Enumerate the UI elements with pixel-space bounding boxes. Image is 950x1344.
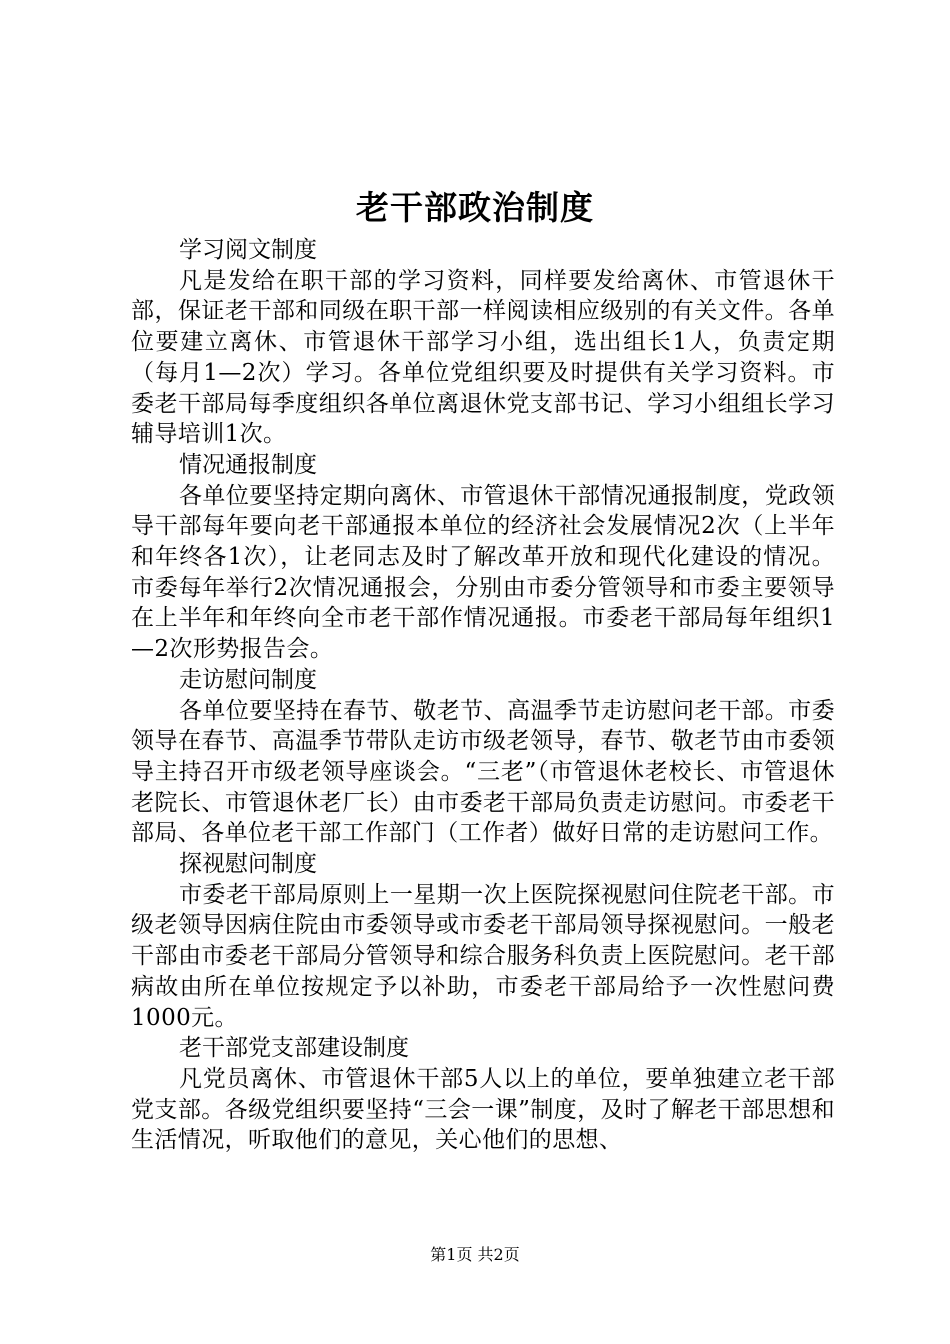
section-paragraph: 凡是发给在职干部的学习资料，同样要发给离休、市管退休干部，保证老干部和同级在职干部一样阅读相应级别的有关文件。各单位要建立离休、市管退休干部学习小组，选出组长1人，负责定期（每月1—2次）学习。各单位党组织要及时提供有关学习资料。市委老干部局每季度组织各单位离退休党支部书记、学习小组组长学习辅导培训1次。 — [131, 267, 835, 448]
document-body — [131, 235, 835, 1156]
section-paragraph: 市委老干部局原则上一星期一次上医院探视慰问住院老干部。市级老领导因病住院由市委领导或市委老干部局领导探视慰问。一般老干部由市委老干部局分管领导和综合服务科负责上医院慰问。老干部病故由所在单位按规定予以补助，市委老干部局给予一次性慰问费1000元。 — [131, 881, 835, 1031]
section-heading: 探视慰问制度 — [179, 851, 317, 878]
section-heading: 走访慰问制度 — [179, 666, 317, 693]
section-party-branch — [131, 1033, 835, 1156]
section-visiting — [131, 665, 835, 849]
section-paragraph: 凡党员离休、市管退休干部5人以上的单位，要单独建立老干部党支部。各级党组织要坚持“三会一课”制度，及时了解老干部思想和生活情况，听取他们的意见，关心他们的思想、 — [131, 1065, 835, 1154]
section-paragraph: 各单位要坚持定期向离休、市管退休干部情况通报制度，党政领导干部每年要向老干部通报本单位的经济社会发展情况2次（上半年和年终各1次），让老同志及时了解改革开放和现代化建设的情况。市委每年举行2次情况通报会，分别由市委分管领导和市委主要领导在上半年和年终向全市老干部作情况通报。市委老干部局每年组织1—2次形势报告会。 — [131, 482, 835, 663]
section-hospital-visit — [131, 849, 835, 1033]
section-heading: 情况通报制度 — [179, 451, 317, 478]
section-study-reading — [131, 235, 835, 450]
section-heading: 学习阅文制度 — [179, 237, 317, 263]
document-title: 老干部政治制度 — [356, 188, 594, 227]
section-briefing — [131, 450, 835, 665]
page-number-footer: 第1页 共2页 — [430, 1245, 520, 1264]
section-heading: 老干部党支部建设制度 — [179, 1035, 409, 1062]
section-paragraph: 各单位要坚持在春节、敬老节、高温季节走访慰问老干部。市委领导在春节、高温季节带队走访市级老领导，春节、敬老节由市委领导主持召开市级老领导座谈会。“三老”（市管退休老校长、市管退休老院长、市管退休老厂长）由市委老干部局负责走访慰问。市委老干部局、各单位老干部工作部门（工作者）做好日常的走访慰问工作。 — [131, 697, 835, 847]
